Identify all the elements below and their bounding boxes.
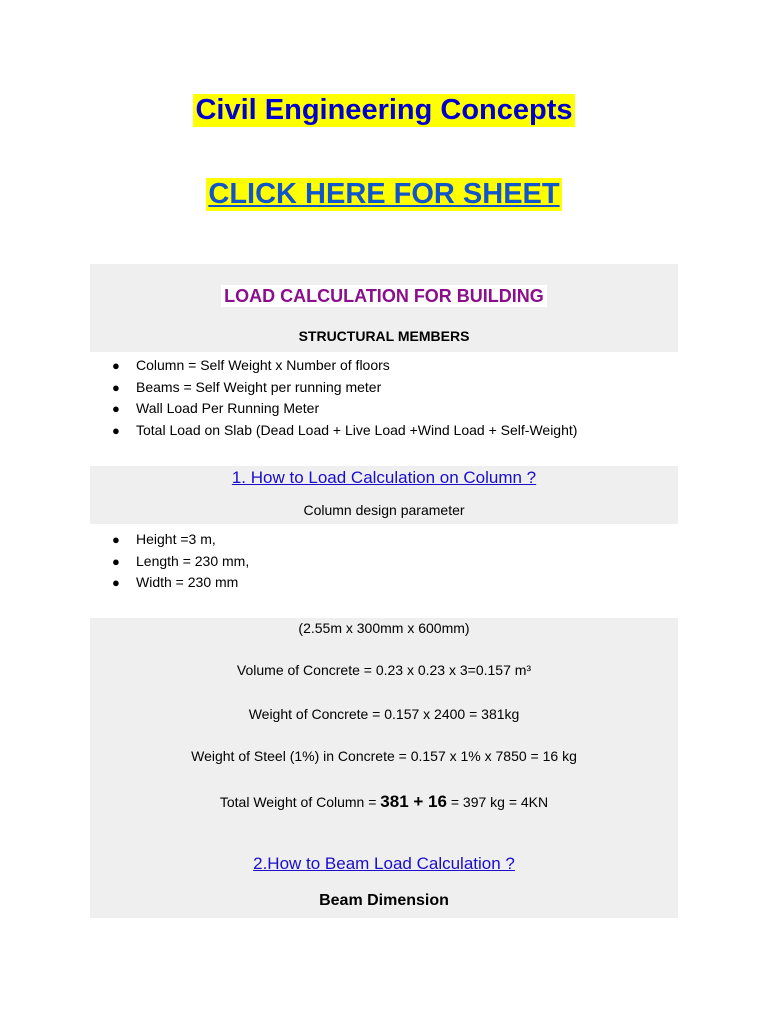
list-item-text: Beams = Self Weight per running meter	[136, 378, 382, 395]
list-item-text: Wall Load Per Running Meter	[136, 400, 320, 416]
list-item	[112, 572, 249, 594]
structural-members-subheading: STRUCTURAL MEMBERS	[298, 328, 470, 344]
list-item-text: Total Load on Slab (Dead Load + Live Load +Wind Load + Self-Weight)	[136, 421, 578, 438]
list-item-text: Length = 230 mm,	[136, 552, 250, 569]
site-title	[0, 94, 768, 127]
calculation-panel	[90, 618, 678, 918]
bullet-icon: ●	[112, 575, 120, 590]
beam-dimension-subheading: Beam Dimension	[319, 892, 449, 909]
list-item-text: Height =3 m,	[136, 531, 216, 547]
list-item	[112, 529, 249, 551]
structural-members-list	[112, 355, 577, 441]
column-load-heading-link[interactable]: 1. How to Load Calculation on Column ?	[231, 468, 537, 487]
calc-concrete-volume: Volume of Concrete = 0.23 x 0.23 x 3=0.157 m³	[236, 662, 532, 678]
load-calculation-heading	[90, 286, 678, 307]
calc-total-suffix: = 397 kg = 4KN	[446, 794, 549, 810]
sheet-link-wrapper	[0, 178, 768, 211]
column-design-subheading: Column design parameter	[303, 502, 465, 518]
load-calculation-heading-text: LOAD CALCULATION FOR BUILDING	[221, 285, 547, 307]
bullet-icon: ●	[112, 553, 120, 569]
bullet-icon: ●	[112, 379, 120, 395]
calc-total-prefix: Total Weight of Column =	[219, 794, 381, 810]
site-title-text: Civil Engineering Concepts	[195, 94, 573, 126]
column-parameters-list	[112, 529, 249, 594]
bullet-icon: ●	[112, 422, 120, 438]
load-calculation-panel	[90, 264, 678, 352]
calc-total-value: 381 + 16	[380, 792, 447, 811]
list-item	[112, 355, 577, 377]
list-item	[112, 551, 249, 573]
calc-dimensions: (2.55m x 300mm x 600mm)	[298, 620, 470, 636]
sheet-link[interactable]: CLICK HERE FOR SHEET	[208, 178, 560, 210]
bullet-icon: ●	[112, 532, 120, 547]
beam-load-heading-link[interactable]: 2.How to Beam Load Calculation ?	[253, 854, 515, 873]
list-item	[112, 377, 577, 399]
calc-total-weight	[90, 792, 678, 812]
list-item-text: Width = 230 mm	[136, 574, 239, 590]
calc-concrete-weight: Weight of Concrete = 0.157 x 2400 = 381kg	[248, 706, 520, 722]
list-item	[112, 420, 577, 442]
column-load-panel	[90, 466, 678, 524]
list-item-text: Column = Self Weight x Number of floors	[136, 357, 390, 373]
bullet-icon: ●	[112, 358, 120, 373]
bullet-icon: ●	[112, 401, 120, 416]
list-item	[112, 398, 577, 420]
calc-steel-weight: Weight of Steel (1%) in Concrete = 0.157 x 1% x 7850 = 16 kg	[191, 748, 577, 764]
